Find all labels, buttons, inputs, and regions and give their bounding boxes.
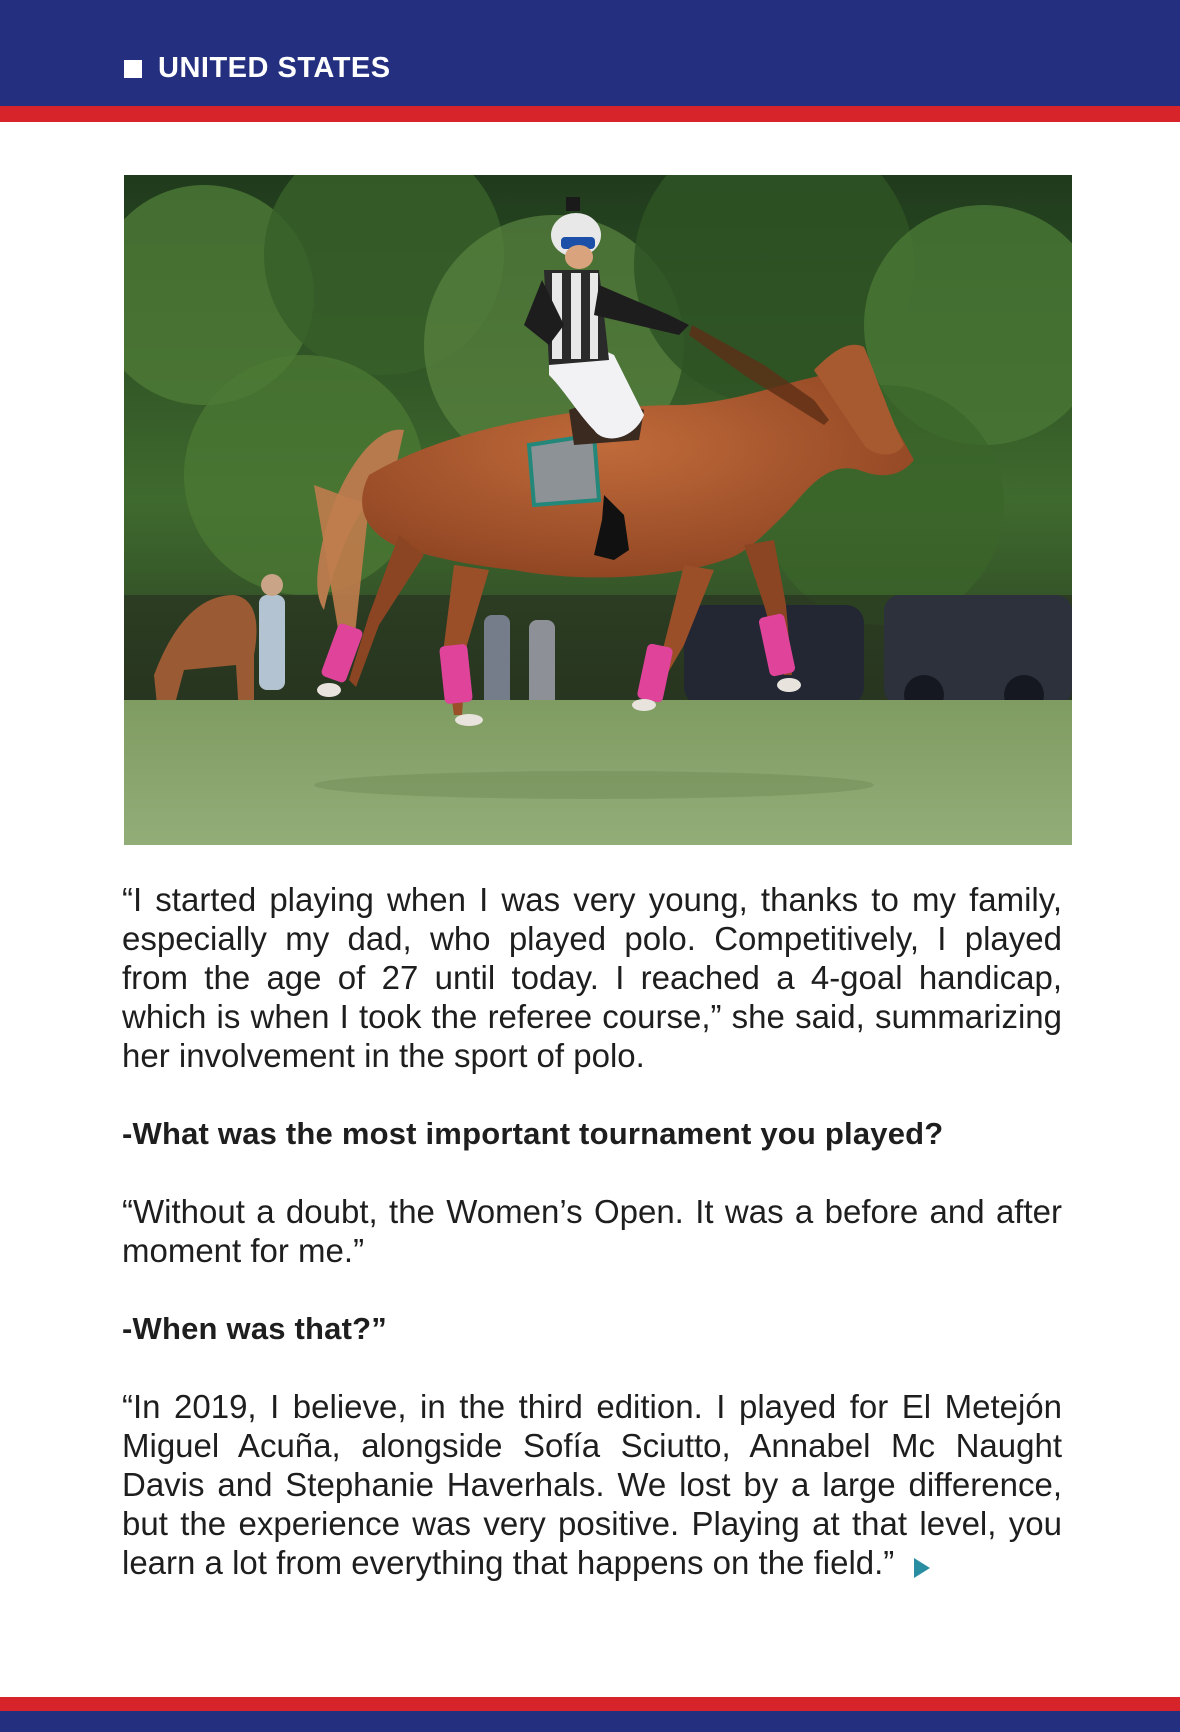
article-photo bbox=[124, 175, 1072, 845]
page-footer bbox=[0, 1711, 1180, 1732]
section-label bbox=[124, 52, 391, 85]
continue-arrow-icon bbox=[914, 1558, 930, 1578]
article-paragraph-3-text: “In 2019, I believe, in the third edition. I played for El Metejón Miguel Acuña, alongside Sofía Sciutto, Annabel Mc Naught Davis and Stephanie Haverhals. We lost by a large difference, but the experience was very positive. Playing at that level, you learn a lot from everything that happens on the field.” bbox=[122, 1388, 1062, 1581]
article-paragraph-2: “Without a doubt, the Women’s Open. It was a before and after moment for me.” bbox=[122, 1193, 1062, 1269]
article-body bbox=[122, 880, 1062, 1582]
article-paragraph-1: “I started playing when I was very young, thanks to my family, especially my dad, who played polo. Competitively, I played from the age of 27 until today. I reached a 4-goal handicap, which is when I took the referee course,” she said, summarizing her involvement in the sport of polo. bbox=[122, 881, 1062, 1074]
header-red-stripe bbox=[0, 106, 1180, 122]
section-title: UNITED STATES bbox=[158, 52, 391, 84]
interview-question-2: -When was that?” bbox=[122, 1311, 387, 1346]
footer-red-stripe bbox=[0, 1697, 1180, 1711]
article-paragraph-3 bbox=[122, 1387, 1062, 1582]
interview-question-1: -What was the most important tournament you played? bbox=[122, 1116, 944, 1151]
square-bullet-icon bbox=[124, 60, 142, 78]
